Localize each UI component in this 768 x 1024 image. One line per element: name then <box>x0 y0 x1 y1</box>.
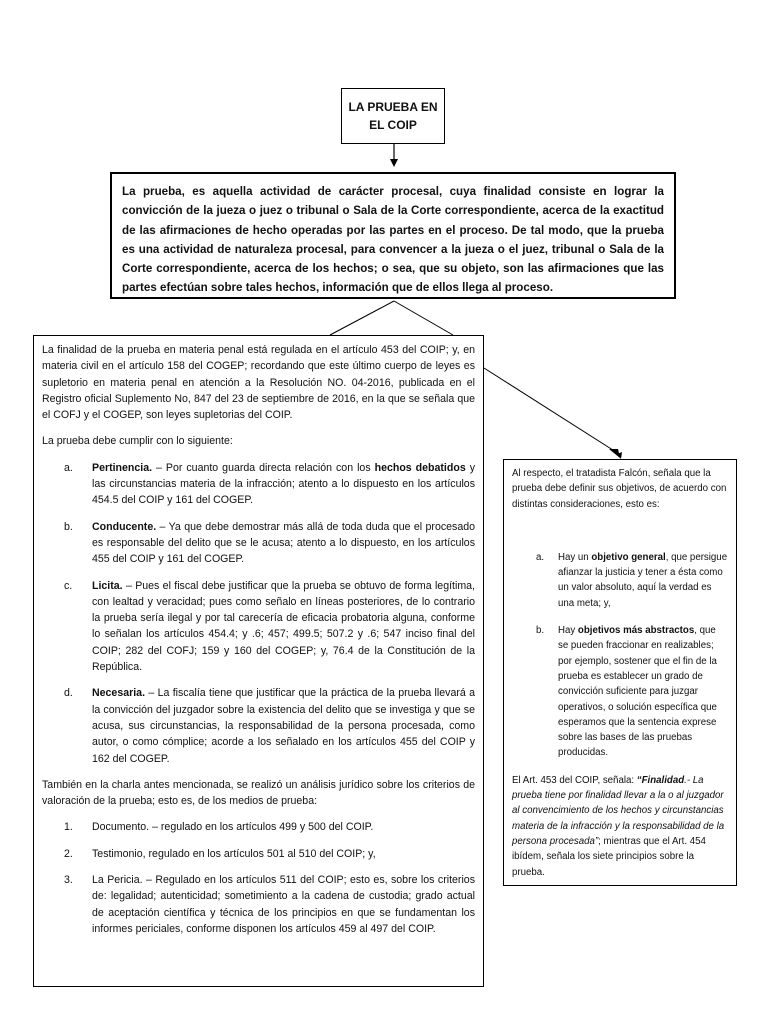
requirement-text: – Ya que debe demostrar más allá de toda duda que el procesado es responsable del delito que se le acusa; atento a lo dispuesto, en los artículos 455 del COIP y 161 del COGEP. <box>92 520 475 566</box>
requirement-label: Pertinencia. <box>92 461 153 474</box>
left-to-right-line <box>484 368 616 452</box>
definition-text <box>122 182 664 298</box>
requirement-marker: d. <box>64 687 73 700</box>
requirement-item <box>42 685 475 766</box>
requirement-text-post: y las circunstancias materia de la infracción; atento a lo dispuesto en los artículos 454.5 del COIP y 161 del COGEP. <box>92 461 475 507</box>
means-item <box>42 819 475 835</box>
requirement-label: Licita. <box>92 579 123 592</box>
definition-lead-word: La prueba, <box>122 185 185 198</box>
title-box <box>341 88 445 144</box>
objective-pre: Hay <box>558 625 578 637</box>
means-marker: 3. <box>64 874 73 887</box>
article-quote-text: .- La prueba tiene por finalidad llevar a la o al juzgador al convencimiento de los hechos y circunstancias materia de la infracción y la responsabilidad de la persona procesada” <box>512 774 725 847</box>
definition-to-left-line <box>330 301 394 335</box>
definition-to-right-line <box>394 301 453 335</box>
article-post: ; mientras que el Art. 454 ibídem, señala los siete principios sobre la prueba. <box>512 835 706 878</box>
means-marker: 2. <box>64 847 73 860</box>
means-item <box>42 846 475 862</box>
requirement-label: Conducente. <box>92 520 157 533</box>
objective-item <box>512 550 728 611</box>
title-line-2: EL COIP <box>369 118 417 132</box>
requirement-text: – Por cuanto guarda directa relación con los <box>152 461 375 474</box>
requirement-text: – La fiscalía tiene que justificar que la práctica de la prueba llevará a la convicción del juzgador sobre la existencia del delito que se investiga y que se acusa, sus circunstancias, la responsabilidad de la persona procesada, como autor, o como cómplice; acorde a los señalado en los artículos 455 del COIP y 162 del COGEP. <box>92 687 475 765</box>
objective-item <box>512 623 728 761</box>
left-to-right-arrowhead-tip <box>609 449 620 458</box>
requirement-marker: a. <box>64 461 73 474</box>
right-intro: Al respecto, el tratadista Falcón, señala que la prueba debe definir sus objetivos, de acuerdo con distintas consideraciones, esto es: <box>512 468 727 510</box>
means-text: La Pericia. – Regulado en los artículos 511 del COIP; esto es, sobre los criterios de: legalidad; autenticidad; sometimiento a la cadena de custodia; grado actual de aceptación científica y técnica de los principios en que se fundamentan los informes periciales, conforme disponen los artículos 459 al 497 del COIP. <box>92 874 475 935</box>
objective-bold: objetivos más abstractos <box>577 625 695 637</box>
requirement-marker: c. <box>64 579 73 592</box>
left-intro: La finalidad de la prueba en materia penal está regulada en el artículo 453 del COIP; y, en materia civil en el artículo 158 del COGEP; recordando que este último cuerpo de leyes es supletorio en materia penal en atención a la Resolución NO. 04-2016, publicada en el Registro oficial Suplemento No, 847 del 23 de septiembre de 2016, en la que se señala que el COFJ y el COGEP, son leyes supletorias del COIP. <box>42 344 475 422</box>
objective-marker: b. <box>536 625 545 637</box>
requirement-bold: hechos debatidos <box>374 461 466 474</box>
means-text: Documento. – regulado en los artículos 499 y 500 del COIP. <box>92 821 374 834</box>
requirement-item <box>42 519 475 568</box>
means-text: Testimonio, regulado en los artículos 501 al 510 del COIP; y, <box>92 847 376 860</box>
article-quote-label: “Finalidad <box>636 774 685 786</box>
title-to-definition-arrowhead <box>390 159 398 167</box>
definition-box <box>110 172 676 299</box>
legal-basis-box <box>33 335 484 987</box>
objective-post: , que se pueden fraccionar en realizables; por ejemplo, sostener que el fin de la prueba es establecer un grado de convicción suficiente para juzgar operativos, o solución específica que esperamos que la sentencia exprese sobre las bases de las pruebas producidas. <box>558 625 717 759</box>
objective-marker: a. <box>536 551 545 563</box>
means-list <box>42 819 475 937</box>
requirements-intro: La prueba debe cumplir con lo siguiente: <box>42 435 233 448</box>
requirements-list <box>42 460 475 767</box>
means-item <box>42 872 475 937</box>
left-to-right-arrowhead <box>611 446 622 459</box>
objective-post: , que persigue afianzar la justicia y tener a ésta como un valor absoluto, aquí la verdad es una meta; y, <box>558 551 728 609</box>
requirement-item <box>42 460 475 509</box>
analysis-intro: También en la charla antes mencionada, se realizó un análisis jurídico sobre los criterios de valoración de la prueba; esto es, de los medios de prueba: <box>42 778 475 808</box>
objective-pre: Hay un <box>558 551 592 563</box>
title-line-1: LA PRUEBA EN <box>348 100 438 114</box>
article-453-paragraph <box>512 773 728 880</box>
means-marker: 1. <box>64 821 73 834</box>
definition-body: es aquella actividad de carácter procesal, cuya finalidad consiste en lograr la convicción de la jueza o juez o tribunal o Sala de la Corte correspondiente, acerca de la exactitud de las afirmaciones de hecho operadas por las partes en el proceso. De tal modo, que la prueba es una actividad de naturaleza procesal, para convencer a la jueza o el juez, tribunal o Sala de la Corte correspondiente, acerca de los hechos; o sea, que su objeto, son las afirmaciones que las partes efectúan sobre tales hechos, información que de ellos llega al proceso. <box>122 185 664 295</box>
article-pre: El Art. 453 del COIP, señala: <box>512 774 637 786</box>
requirement-label: Necesaria. <box>92 687 146 700</box>
requirement-text: – Pues el fiscal debe justificar que la prueba se obtuvo de forma legítima, con lealtad y veracidad; pues como señalo en líneas posteriores, de lo contrario la prueba sería ilegal y por tal carecería de eficacia probatoria alguna, conforme lo señalan los artículos 454.4; y .6; 457; 499.5; 507.2 y .6; 547 inciso final del COIP; 282 del COFJ; 159 y 160 del COGEP; y, 76.4 de la Constitución de la República. <box>92 579 475 674</box>
objectives-box <box>503 459 737 886</box>
objective-bold: objetivo general <box>591 551 666 563</box>
requirement-marker: b. <box>64 520 73 533</box>
objectives-list <box>512 550 728 761</box>
requirement-item <box>42 578 475 676</box>
